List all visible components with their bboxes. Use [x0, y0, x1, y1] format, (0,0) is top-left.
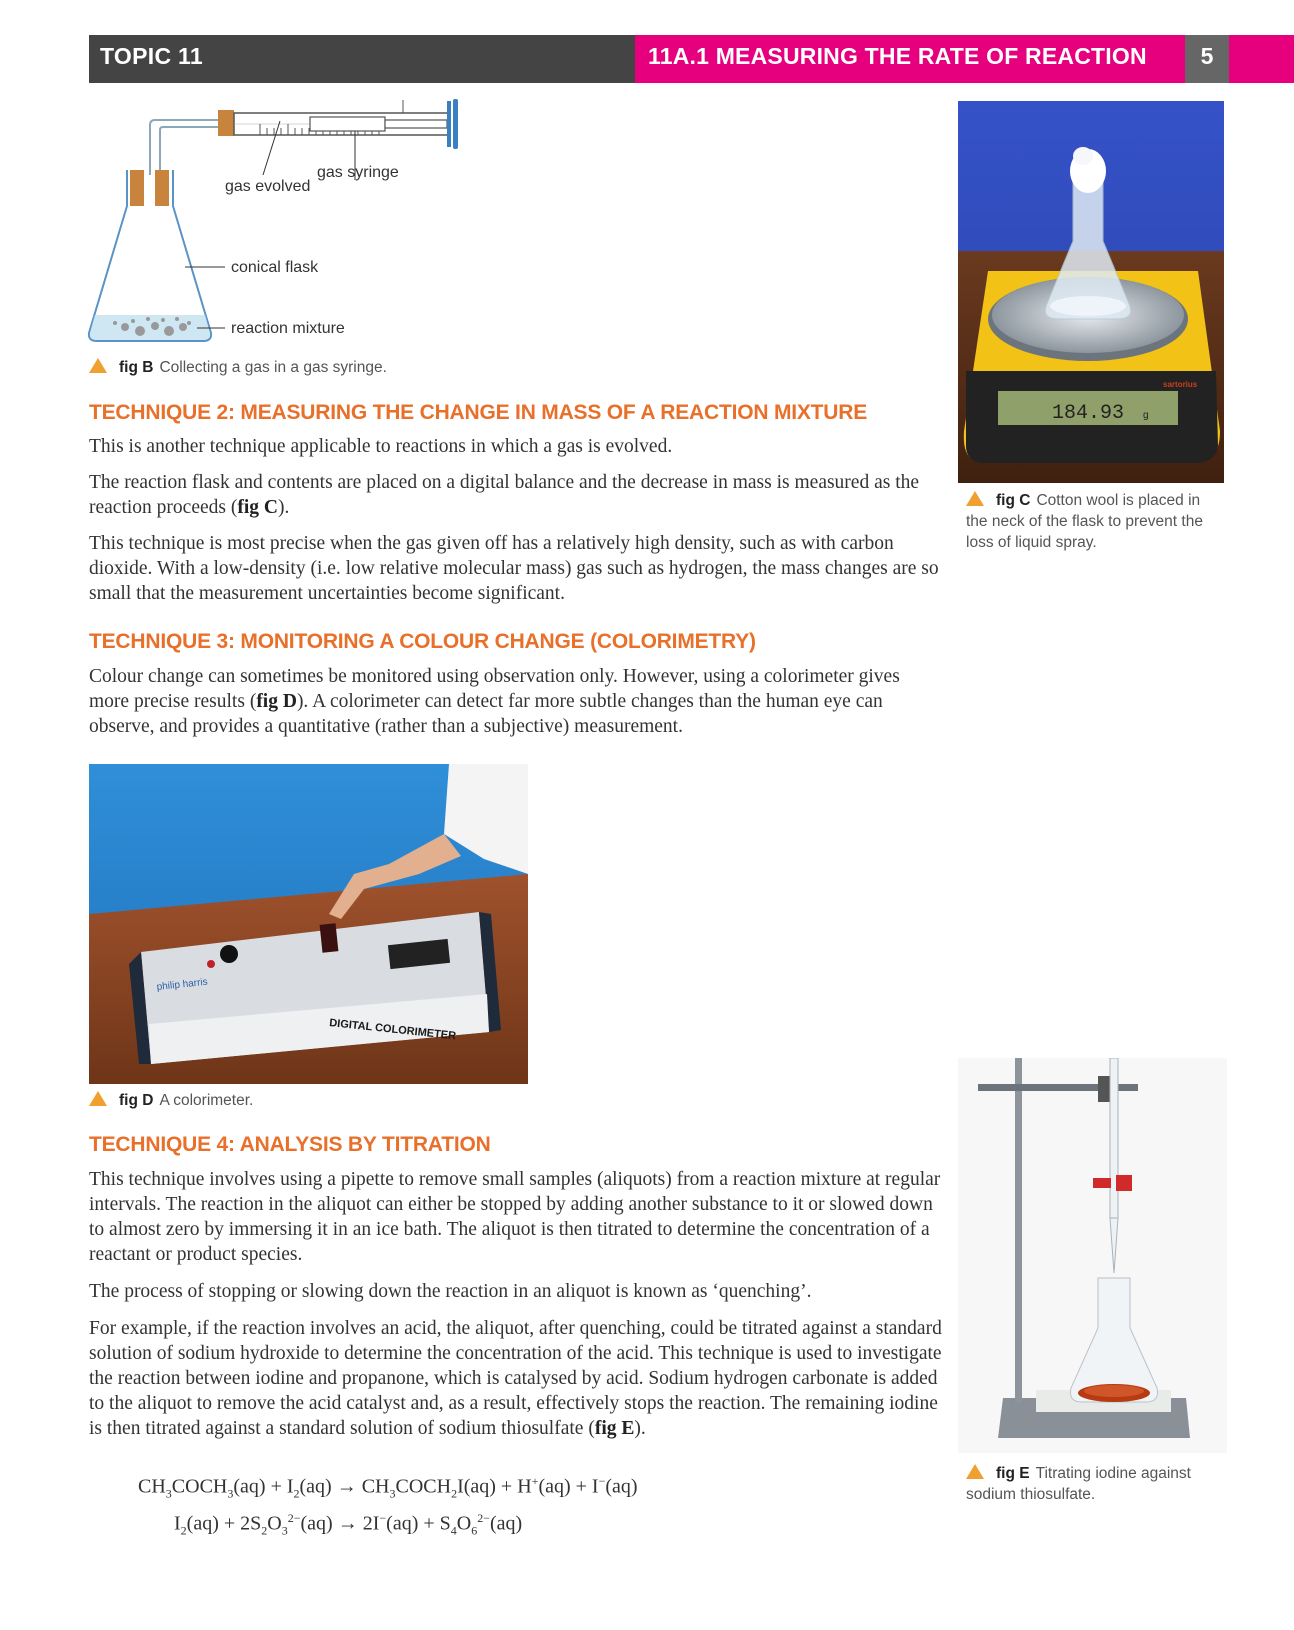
fig-e-titration-photo: [958, 1058, 1227, 1453]
fig-d-caption: fig D A colorimeter.: [89, 1090, 253, 1111]
technique-2-paragraph-1: This is another technique applicable to reactions in which a gas is evolved.: [89, 436, 673, 457]
equation-2: $I_2(aq) + 2S_2O_3^{2-}(aq) \to 2I^-(aq) + S_4O_6^{2-}(aq)$: [174, 1511, 523, 1538]
technique-3-heading: TECHNIQUE 3: MONITORING A COLOUR CHANGE (COLORIMETRY): [89, 630, 756, 653]
technique-4-paragraph-3: For example, if the reaction involves an acid, the aliquot, after quenching, could be titrated against a standard solution of sodium hydroxide to determine the concentration of the acid. This technique is used to investigate the reaction between iodine and propanone, which is catalysed by acid. Sodium hydrogen carbonate is added to the aliquot to remove the acid catalyst and, as a result, effectively stops the reaction. The remaining iodine is then titrated against a standard solution of sodium thiosulfate (fig E).: [89, 1318, 942, 1439]
caption-triangle-icon: [89, 1091, 107, 1106]
fig-c-caption: fig C Cotton wool is placed in the neck of the flask to prevent the loss of liquid spray.: [966, 492, 1203, 551]
balance-unit: g: [1143, 410, 1149, 421]
fig-d-colorimeter-photo: [89, 764, 528, 1084]
page-number: 5: [1200, 43, 1214, 69]
caption-triangle-icon: [966, 1464, 984, 1479]
caption-triangle-icon: [89, 358, 107, 373]
caption-triangle-icon: [966, 491, 984, 506]
label-reaction-mixture: reaction mixture: [231, 320, 345, 337]
technique-4-heading: TECHNIQUE 4: ANALYSIS BY TITRATION: [89, 1133, 491, 1156]
section-title: 11A.1 MEASURING THE RATE OF REACTION: [648, 43, 1147, 69]
equation-1: $CH_3COCH_3(aq) + I_2(aq)$ → $CH_3COCH_2I(aq) + H^+(aq) + I^-(aq)$: [138, 1474, 638, 1501]
colorimeter-brand: philip harris: [156, 976, 209, 993]
balance-brand: sartorius: [1163, 380, 1198, 389]
header-edge-bar: [1229, 35, 1294, 83]
topic-label: TOPIC 11: [100, 43, 203, 69]
label-conical-flask: conical flask: [231, 259, 319, 276]
technique-2-heading: TECHNIQUE 2: MEASURING THE CHANGE IN MASS OF A REACTION MIXTURE: [89, 401, 868, 424]
technique-2-paragraph-3: This technique is most precise when the gas given off has a relatively high density, such as with carbon dioxide. With a low-density (i.e. low relative molecular mass) gas such as hydrogen, the mass changes are so small that the measurement uncertainties become significant.: [89, 533, 939, 604]
fig-c-balance-photo: [958, 101, 1224, 483]
fig-e-caption: fig E Titrating iodine against sodium thiosulfate.: [966, 1465, 1191, 1503]
label-gas-evolved: gas evolved: [225, 178, 311, 195]
technique-4-paragraph-1: This technique involves using a pipette to remove small samples (aliquots) from a reaction mixture at regular intervals. The reaction in the aliquot can either be stopped by adding another substance to it or slowed down to almost zero by immersing it in an ice bath. The aliquot is then titrated to determine the concentration of a reactant or product species.: [89, 1169, 941, 1265]
technique-2-paragraph-2: The reaction flask and contents are placed on a digital balance and the decrease in mass is measured as the reaction proceeds (fig C).: [89, 472, 920, 518]
colorimeter-label: DIGITAL COLORIMETER: [328, 1017, 457, 1043]
label-gas-syringe: gas syringe: [317, 164, 399, 181]
balance-reading: 184.93: [1051, 402, 1125, 425]
technique-3-paragraph: Colour change can sometimes be monitored using observation only. However, using a colorimeter gives more precise results (fig D). A colorimeter can detect far more subtle changes than the human eye can observe, and provides a quantitative (rather than a subjective) measurement.: [89, 666, 900, 737]
fig-b-caption: fig B Collecting a gas in a gas syringe.: [89, 357, 387, 378]
technique-4-paragraph-2: The process of stopping or slowing down the reaction in an aliquot is known as ‘quenching’.: [89, 1281, 812, 1302]
